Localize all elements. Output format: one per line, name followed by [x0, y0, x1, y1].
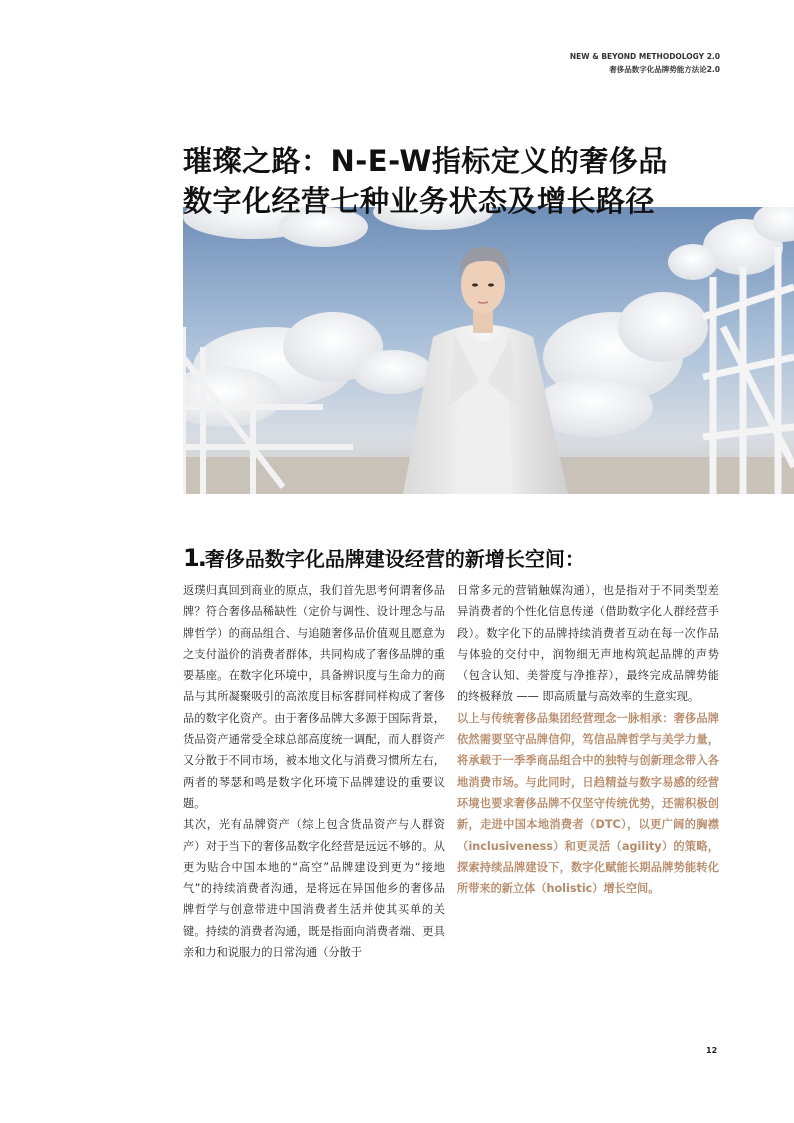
highlight-paragraph: 以上与传统奢侈品集团经营理念一脉相承：奢侈品牌依然需要坚守品牌信仰，笃信品牌哲学与美学力量，将承载于一季季商品组合中的独特与创新理念带入各地消费市场。与此同时，日趋精益与数字易感的经营环境也要求奢侈品牌不仅坚守传统优势，还需积极创新，走进中国本地消费者（DTC），以更广阔的胸襟（inclusiveness）和更灵活（agility）的策略，探索持续品牌建设下，数字化赋能长期品牌势能转化所带来的新立体（holistic）增长空间。 — [457, 711, 719, 896]
section-heading — [183, 543, 743, 574]
hero-photo — [183, 207, 794, 494]
paragraph-1: 返璞归真回到商业的原点，我们首先思考何谓奢侈品牌？符合奢侈品稀缺性（定价与调性、设计理念与品牌哲学）的商品组合、与追随奢侈品价值观且愿意为之支付溢价的消费者群体，共同构成了奢侈品牌的重要基座。在数字化环境中，具备辨识度与生命力的商品与其所凝聚吸引的高浓度目标客群同样构成了奢侈品的数字化资产。由于奢侈品牌大多源于国际背景，货品资产通常受全球总部高度统一调配，而人群资产又分散于不同市场，被本地文化与消费习惯所左右，两者的琴瑟和鸣是数字化环境下品牌建设的重要议题。 — [183, 584, 445, 810]
paragraph-2-part: 其次，光有品牌资产（综上包含货品资产与人群资产）对于当下的奢侈品数字化经营是远远不够的。从更为贴合中国本地的“高空”品牌建设到更为“接地气”的持续消费者沟通，是将远在异国他乡的奢侈品牌哲学与创意带进中国消费者生活并使其买单的关键。持续的消费者沟通，既是指面向消费者端、更具亲和力和说服力的日常沟通（分散于 — [183, 818, 445, 960]
paragraph-2-continued: 日常多元的营销触媒沟通），也是指对于不同类型差异消费者的个性化信息传递（借助数字化人群经营手段）。数字化下的品牌持续消费者互动在每一次作品与体验的交付中，润物细无声地构筑起品牌的声势（包含认知、美誉度与净推荐），最终完成品牌势能的终极释放 —— 即高质量与高效率的生意实现。 — [457, 584, 719, 704]
running-header — [570, 50, 720, 76]
title-line-2: 数字化经营七种业务状态及增长路径 — [183, 184, 656, 218]
page-number: 12 — [706, 1046, 718, 1055]
section-heading-text: 奢侈品数字化品牌建设经营的新增长空间： — [204, 547, 585, 571]
section-number: 1. — [183, 544, 205, 572]
right-column — [457, 580, 719, 899]
header-line-english: NEW & BEYOND METHODOLOGY 2.0 — [569, 52, 720, 61]
left-column — [183, 580, 445, 963]
header-line-chinese: 奢侈品数字化品牌势能方法论2.0 — [609, 65, 720, 74]
page-title — [183, 141, 723, 221]
title-line-1: 璀璨之路：N-E-W指标定义的奢侈品 — [183, 144, 668, 178]
